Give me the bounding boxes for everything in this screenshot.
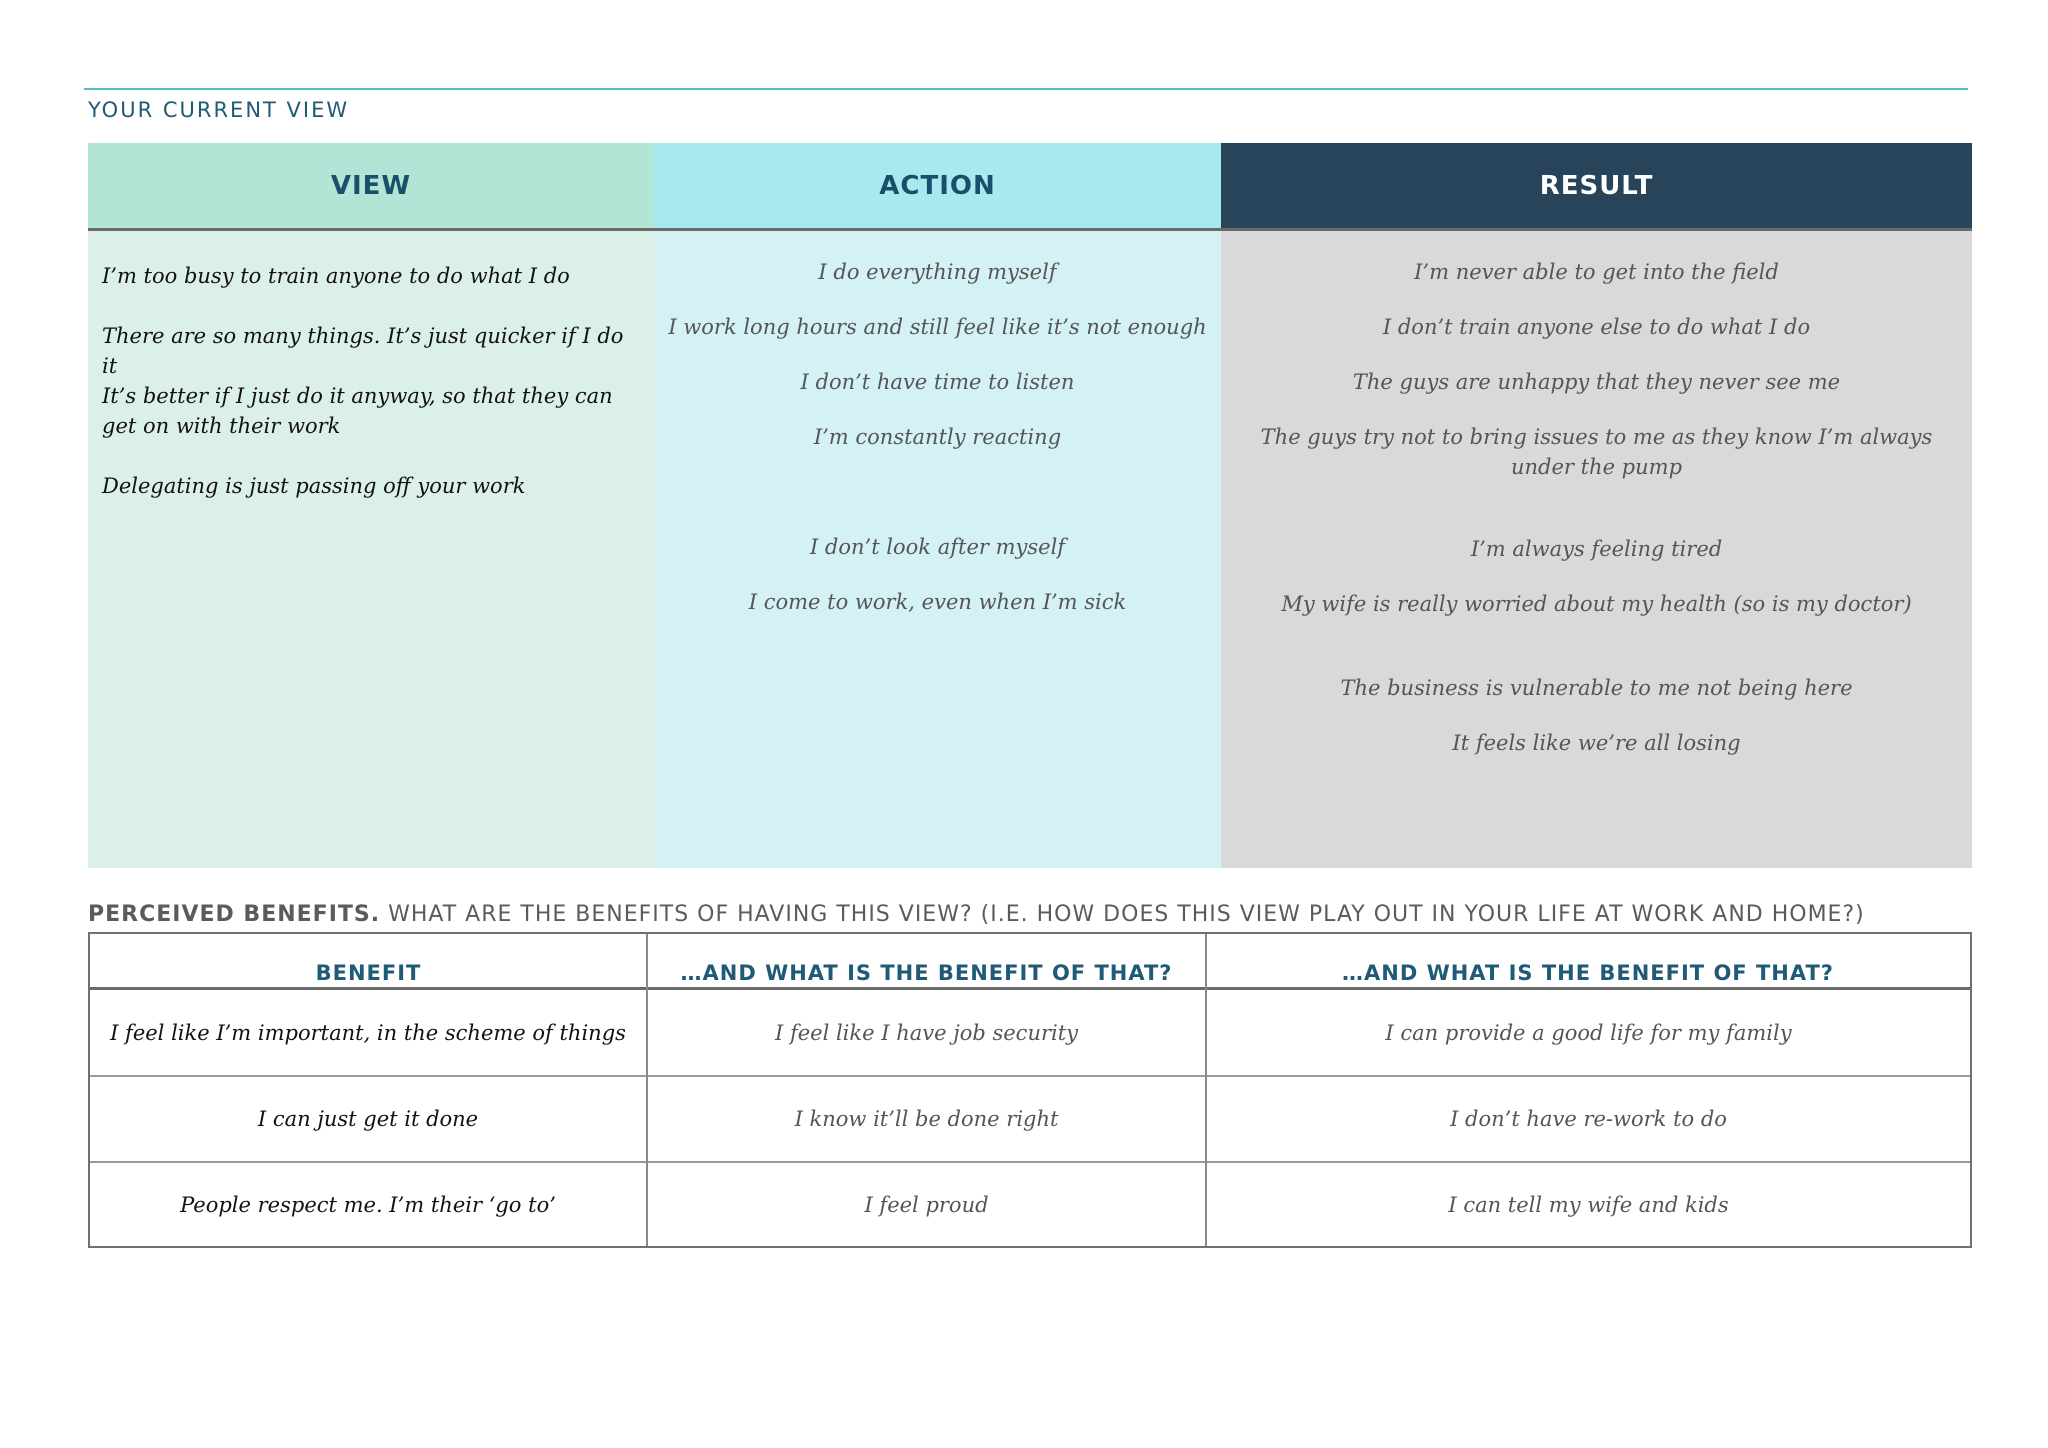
view-item: There are so many things. It’s just quicker if I do it (102, 324, 624, 378)
benefit-cell: I feel like I have job security (774, 1021, 1079, 1045)
benefit-cell: I can tell my wife and kids (1448, 1193, 1729, 1217)
action-header: ACTION (654, 143, 1221, 231)
result-item: The business is vulnerable to me not being here (1340, 676, 1853, 700)
result-item: The guys try not to bring issues to me as they know I’m always under the pump (1260, 425, 1933, 479)
section-title: YOUR CURRENT VIEW (88, 98, 350, 122)
action-item: I come to work, even when I’m sick (748, 590, 1127, 614)
action-body (654, 231, 1221, 868)
view-column (88, 143, 654, 868)
view-item: It’s better if I just do it anyway, so that they can get on with their work (102, 384, 613, 438)
action-column (654, 143, 1221, 868)
result-header: RESULT (1221, 143, 1972, 231)
result-item: I don’t train anyone else to do what I do (1382, 315, 1811, 339)
benefit-cell: I don’t have re-work to do (1450, 1107, 1727, 1131)
action-item: I work long hours and still feel like it’s not enough (668, 315, 1207, 339)
result-item: The guys are unhappy that they never see me (1352, 370, 1841, 394)
benefit-cell: I feel like I’m important, in the scheme of things (110, 1021, 626, 1045)
benefit-cell: I know it’ll be done right (794, 1107, 1059, 1131)
view-body (88, 231, 654, 868)
result-item: My wife is really worried about my health (so is my doctor) (1281, 592, 1912, 616)
benefit-of-that-header: …AND WHAT IS THE BENEFIT OF THAT? (1206, 934, 1970, 990)
result-item: It feels like we’re all losing (1452, 731, 1741, 755)
benefit-cell: I can just get it done (257, 1107, 479, 1131)
top-rule (84, 88, 1968, 90)
action-item: I’m constantly reacting (813, 425, 1062, 449)
result-column (1221, 143, 1972, 868)
action-item: I don’t have time to listen (800, 370, 1075, 394)
view-item: I’m too busy to train anyone to do what I do (102, 264, 570, 288)
benefits-title (88, 902, 1865, 927)
action-item: I do everything myself (818, 260, 1057, 284)
view-header: VIEW (88, 143, 654, 231)
benefit-cell: People respect me. I’m their ‘go to’ (180, 1193, 556, 1217)
current-view-table (88, 143, 1972, 868)
benefit-of-that-header: …AND WHAT IS THE BENEFIT OF THAT? (647, 934, 1206, 990)
action-item: I don’t look after myself (809, 535, 1066, 559)
benefit-header: BENEFIT (90, 934, 647, 990)
result-body (1221, 231, 1972, 868)
view-item: Delegating is just passing off your work (102, 474, 526, 498)
benefit-cell: I feel proud (864, 1193, 989, 1217)
result-item: I’m always feeling tired (1470, 537, 1723, 561)
benefit-cell: I can provide a good life for my family (1385, 1021, 1792, 1045)
benefits-title-bold: PERCEIVED BENEFITS. (88, 902, 381, 927)
benefits-title-rest: WHAT ARE THE BENEFITS OF HAVING THIS VIEW? (I.E. HOW DOES THIS VIEW PLAY OUT IN YOUR LIFE AT WORK AND HOME?) (380, 902, 1865, 927)
benefits-table (88, 932, 1972, 1248)
result-item: I’m never able to get into the field (1414, 260, 1779, 284)
